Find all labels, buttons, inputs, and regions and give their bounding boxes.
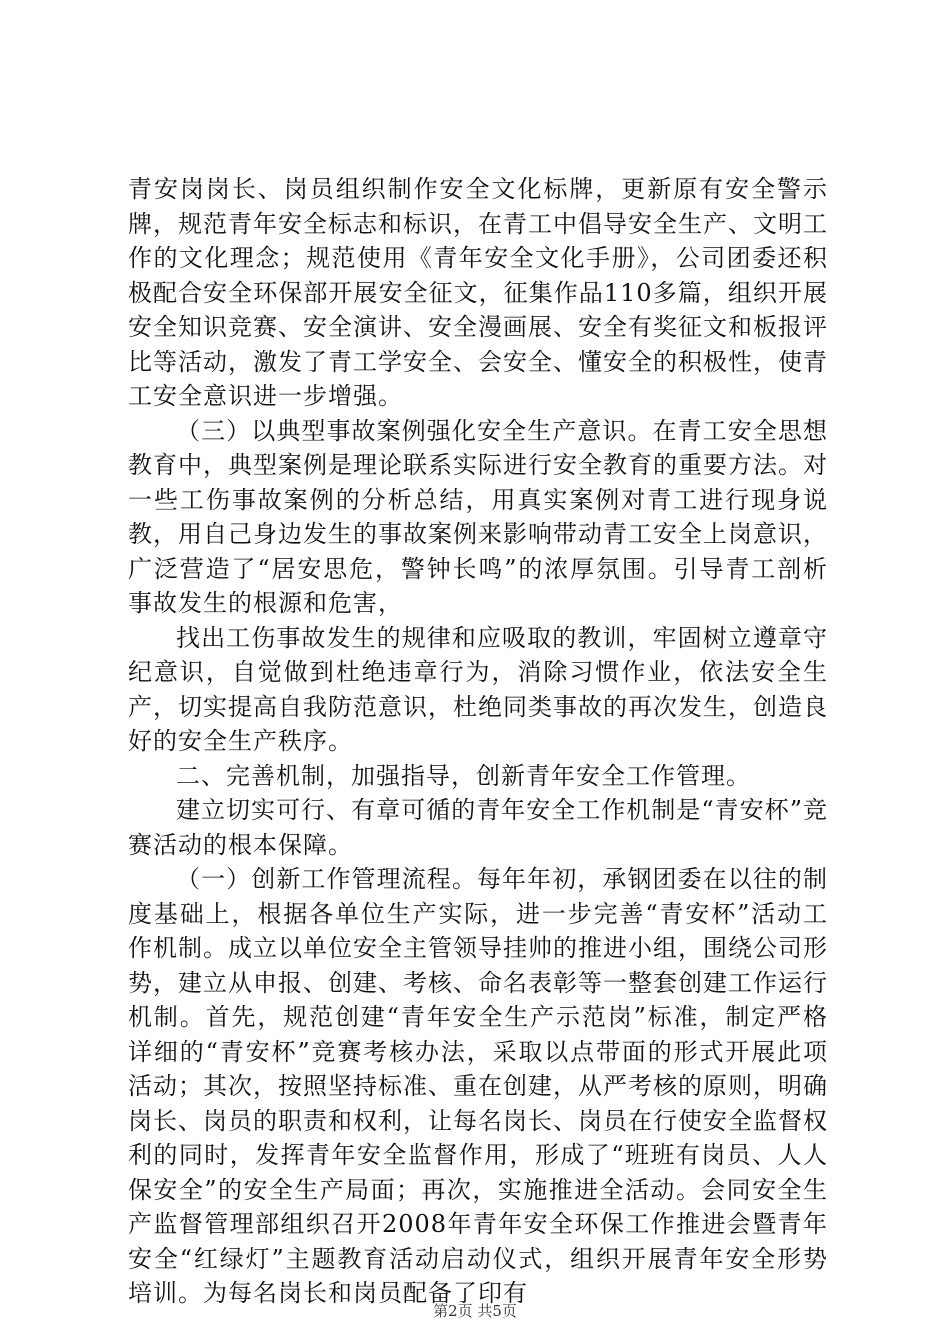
paragraph-4: 建立切实可行、有章可循的青年安全工作机制是“青安杯”竞赛活动的根本保障。 (128, 796, 828, 859)
document-body (128, 172, 828, 1311)
page-footer: 第2页 共5页 (433, 1302, 517, 1320)
paragraph-3: 找出工伤事故发生的规律和应吸取的教训，牢固树立遵章守纪意识，自觉做到杜绝违章行为，消除习惯作业，依法安全生产，切实提高自我防范意识，杜绝同类事故的再次发生，创造良好的安全生产秩序。 (128, 623, 828, 755)
paragraph-2: （三）以典型事故案例强化安全生产意识。在青工安全思想教育中，典型案例是理论联系实际进行安全教育的重要方法。对一些工伤事故案例的分析总结，用真实案例对青工进行现身说教，用自己身边发生的事故案例来影响带动青工安全上岗意识，广泛营造了“居安思危，警钟长鸣”的浓厚氛围。引导青工剖析事故发生的根源和危害， (128, 416, 828, 617)
paragraph-1: 青安岗岗长、岗员组织制作安全文化标牌，更新原有安全警示牌，规范青年安全标志和标识，在青工中倡导安全生产、文明工作的文化理念；规范使用《青年安全文化手册》，公司团委还积极配合安全环保部开展安全征文，征集作品110多篇，组织开展安全知识竞赛、安全演讲、安全漫画展、安全有奖征文和板报评比等活动，激发了青工学安全、会安全、懂安全的积极性，使青工安全意识进一步增强。 (128, 175, 828, 410)
section-heading: 二、完善机制，加强指导，创新青年安全工作管理。 (176, 761, 751, 790)
paragraph-5: （一）创新工作管理流程。每年年初，承钢团委在以往的制度基础上，根据各单位生产实际，进一步完善“青安杯”活动工作机制。成立以单位安全主管领导挂帅的推进小组，围绕公司形势，建立从申报、创建、考核、命名表彰等一整套创建工作运行机制。首先，规范创建“青年安全生产示范岗”标准，制定严格详细的“青安杯”竞赛考核办法，采取以点带面的形式开展此项活动；其次，按照坚持标准、重在创建，从严考核的原则，明确岗长、岗员的职责和权利，让每名岗长、岗员在行使安全监督权利的同时，发挥青年安全监督作用，形成了“班班有岗员、人人保安全”的安全生产局面；再次，实施推进全活动。会同安全生产监督管理部组织召开2008年青年安全环保工作推进会暨青年安全“红绿灯”主题教育活动启动仪式，组织开展青年安全形势培训。为每名岗长和岗员配备了印有 (128, 865, 828, 1307)
